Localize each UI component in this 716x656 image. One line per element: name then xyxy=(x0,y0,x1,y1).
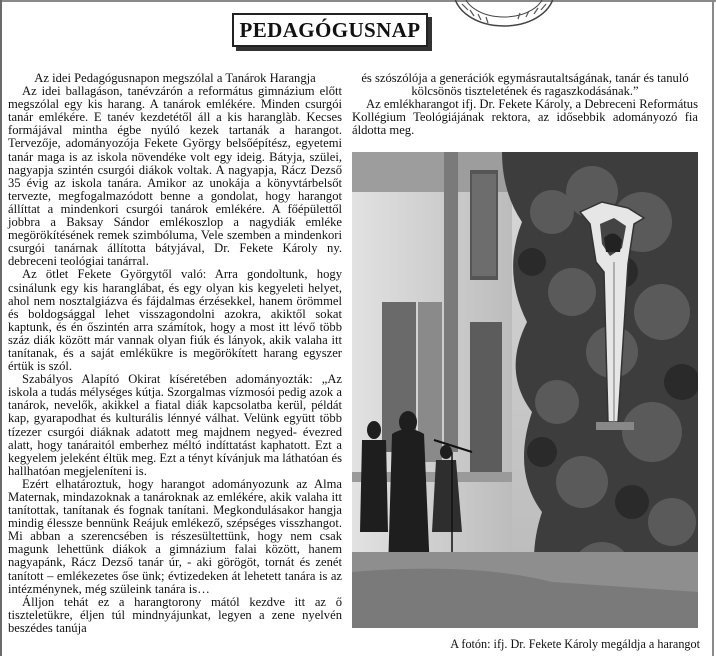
page-frame-left xyxy=(0,0,2,656)
photo-caption: A fotón: ifj. Dr. Fekete Károly megáldja a harangot xyxy=(450,637,700,651)
page-frame-right xyxy=(712,0,714,656)
paragraph: Szabályos Alapító Okirat kíséretében adományozták: „Az iskola a tudás mélységes kútja. Szorgalmas vízmosói pedig azok a tanárok, nevelők, akikkel a fiatal diák kapcsolatba kerül, példát kap, gyarapodhat és kulturális lénnyé válhat. Velünk együtt több tízezer csurgói diáknak adatott meg majdnem negyed- évezred alatt, hogy tanáraitól emberhez méltó indíttatást kaphatott. Ezt a kegyelem jeleként éltük meg. Ezt a tényt kívánjuk ma láthatóan és hallhatóan megjeleníteni is. xyxy=(8,372,342,478)
lead-heading: Az idei Pedagógusnapon megszólal a Tanárok Harangja xyxy=(34,71,316,85)
left-column xyxy=(8,72,342,635)
right-column-text xyxy=(352,72,698,137)
article-title-box xyxy=(232,13,428,47)
paragraph: Az emlékharangot ifj. Dr. Fekete Károly, a Debreceni Református Kollégium Teológiájának rektora, az idősebbik adományozó fia áldotta meg. xyxy=(352,97,698,138)
paragraph: Az ötlet Fekete Györgytől való: Arra gondoltunk, hogy csinálunk egy kis haranglábat, és egy olyan kis kegyeleti helyet, ahol nem nosztalgiázva és fájdalmas érzésekkel, hanem örömmel és boldogsággal lehet visszagondolni azokra, akiktől sokat kaptunk, és én őszintén arra számítok, hogy a most itt lévő több száz diák között már vannak olyan fiúk és lányok, akik valaha itt tanítanak, és a saját emlékükre is megörökített harang egyszer értük is szól. xyxy=(8,267,342,374)
paragraph: Álljon tehát ez a harangtorony mától kezdve itt az ő tiszteletükre, éljen túl mindnyájunkat, legyen a zene nyelvén beszédes tanúja xyxy=(8,594,342,635)
article-title: PEDAGÓGUSNAP xyxy=(239,17,421,42)
library-stamp xyxy=(448,0,560,30)
paragraph: Ezért elhatároztuk, hogy harangot adományozunk az Alma Maternak, mindazoknak a tanároknak az emlékére, akik valaha itt tanítottak, tanítanak és fognak tanítani. Megkondulásakor hangja mindig élessze bennünk Reájuk emlékező, szépséges visszhangot. Mi abban a szerencsében is részesültettünk, hogy nem csak magunk lehettünk diákok a gimnázium falai között, hanem nagyapánk, Rácz Dezső tanár úr, - aki görögöt, tornát és zenét tanított – emlékezetes őse ünk; évtizedeken át lehetett tanára is az intézménynek, még szüleink tanára is… xyxy=(8,476,342,596)
paragraph: Az idei ballagáson, tanévzárón a református gimnázium előtt megszólal egy kis harang. A tanárok emlékére. Minden csurgói tanár emlékére. E tanév kezdetétől áll a kis haranglàb. Kecses formájával mintha égbe nyúló kezek tartanák a harangot. Tervezője, adományozója Fekete György belsőépítész, egyetemi tanár maga is az iskola növendéke volt egy ideig. Bátyja, szülei, nagyapja szintén csurgói diákok voltak. A nagyapja, Rácz Dezső 35 évig az iskola tanára. Amikor az unokája a könyvtárbelsőt tervezte, megfogalmazódott benne a gondolat, hogy harangot állíttat a mindenkori csurgói tanárok emlékére. A főépülettől jobbra a Baksay Sándor emlékoszlop a nagydiák emléke megörökítésének remek szimbóluma, Vele szemben a mindenkori csurgói tanárnak állította bátyjával, Dr. Fekete Károly ny. debreceni teológiai tanárral. xyxy=(8,84,342,269)
paragraph: és szószólója a generációk egymásrautaltságának, tanár és tanuló kölcsönös tiszteletének és ragaszkodásának.” xyxy=(361,71,689,99)
page-frame-top xyxy=(0,0,716,2)
bell-photo xyxy=(352,152,698,628)
